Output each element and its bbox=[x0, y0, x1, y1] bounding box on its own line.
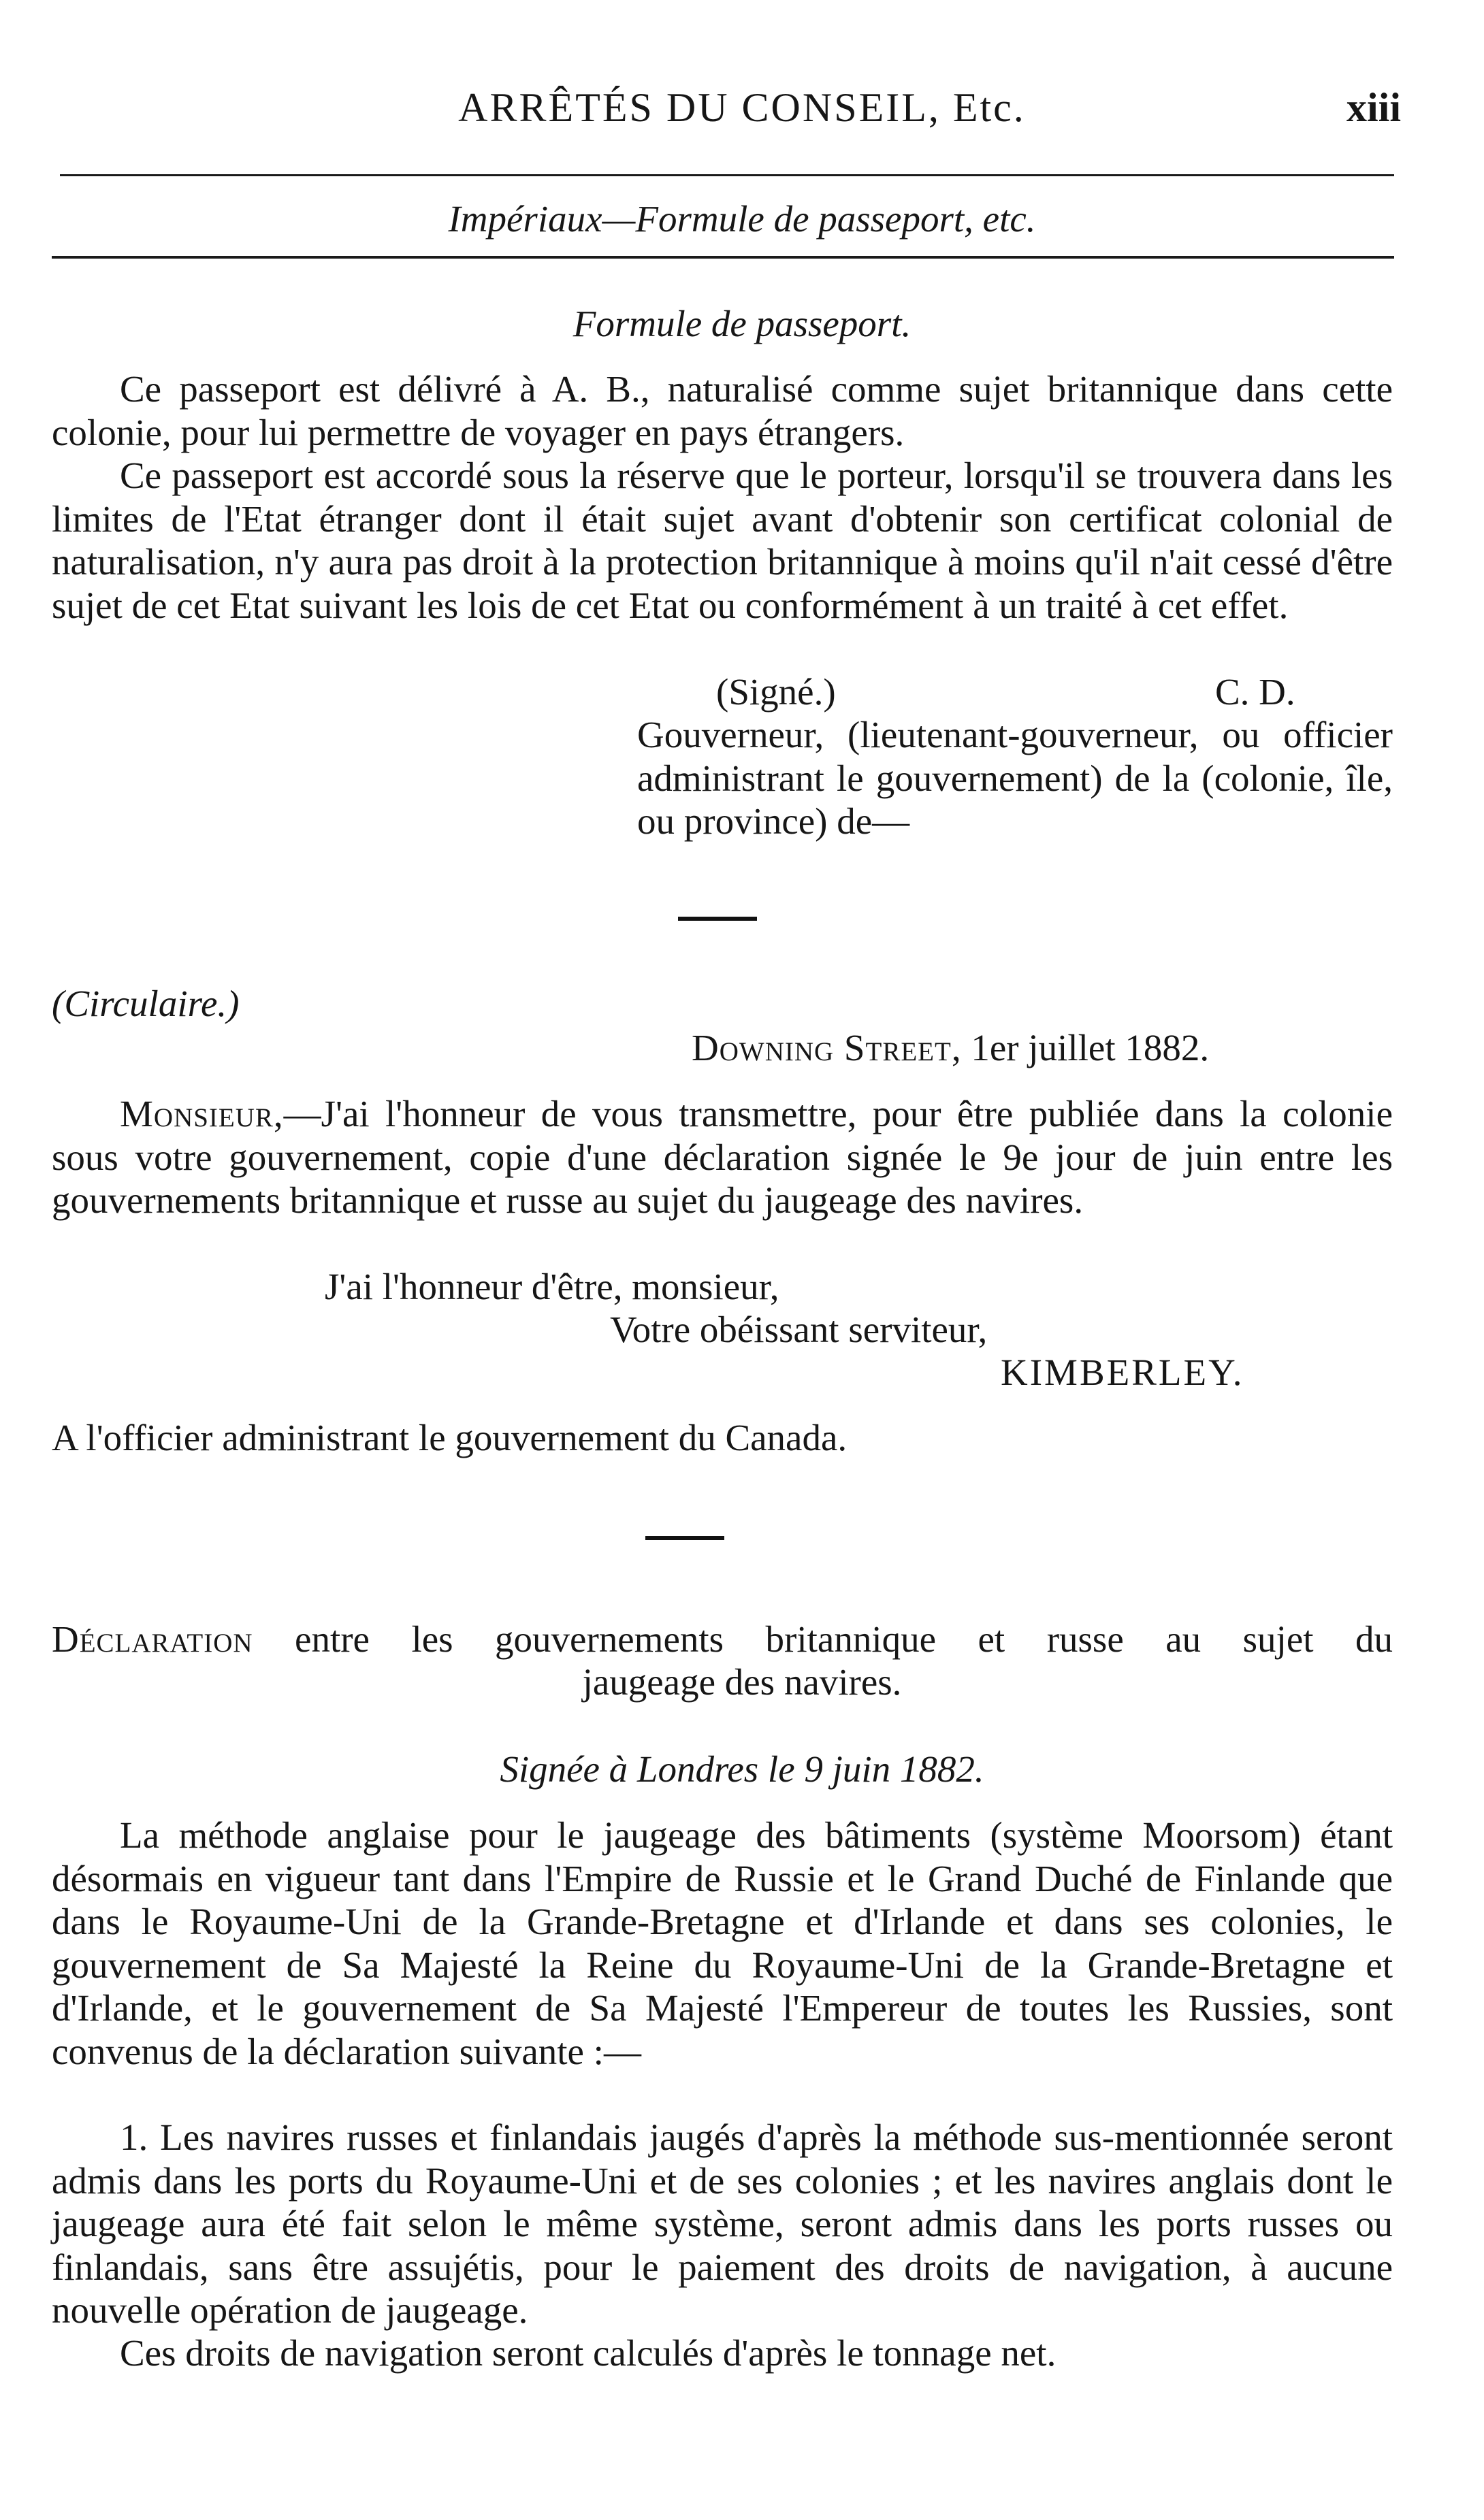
declaration-signed-line: Signée à Londres le 9 juin 1882. bbox=[500, 1748, 984, 1790]
running-header-title: ARRÊTÉS DU CONSEIL, Etc. bbox=[458, 85, 1026, 130]
circular-closing-2: Votre obéissant serviteur, bbox=[610, 1309, 988, 1350]
declaration-title-line-1 bbox=[52, 1618, 1393, 1660]
signatory-title: Gouverneur, (lieutenant-gouverneur, ou officier administrant le gouvernement) de la (colonie, île, ou province) de— bbox=[637, 714, 1393, 842]
declaration-paragraph-1-text: La méthode anglaise pour le jaugeage des bâtiments (système Moorsom) étant désormais en vigueur tant dans l'Empire de Russie et le Grand Duché de Finlande que dans le Royaume-Uni de la Grande-Bretagne et d'Irlande et dans ses colonies, le gouvernement de Sa Majesté la Reine du Royaume-Uni de la Grande-Bretagne et d'Irlande, et le gouvernement de Sa Majesté l'Empereur de toutes les Russies, sont convenus de la déclaration suivante :— bbox=[52, 1814, 1393, 2072]
passport-title: Formule de passeport. bbox=[572, 303, 912, 344]
declaration-paragraph-2 bbox=[52, 2116, 1393, 2332]
passport-paragraph-2 bbox=[52, 454, 1393, 627]
circular-label: (Circulaire.) bbox=[52, 983, 240, 1024]
declaration-paragraph-3-text: Ces droits de navigation seront calculés d'après le tonnage net. bbox=[120, 2332, 1056, 2374]
circular-closing-1: J'ai l'honneur d'être, monsieur, bbox=[325, 1266, 779, 1307]
signed-initials: C. D. bbox=[1215, 671, 1295, 713]
declaration-title-lead: Déclaration bbox=[52, 1618, 253, 1660]
section-divider-1 bbox=[678, 917, 757, 921]
circular-body bbox=[52, 1092, 1393, 1222]
page-number: xiii bbox=[1346, 85, 1401, 130]
signed-label: (Signé.) bbox=[716, 671, 836, 713]
passport-paragraph-1 bbox=[52, 367, 1393, 454]
declaration-paragraph-3 bbox=[52, 2331, 1393, 2375]
passport-paragraph-1-text: Ce passeport est délivré à A. B., naturalisé comme sujet britannique dans cette colonie, pour lui permettre de voyager en pays étrangers. bbox=[52, 368, 1393, 453]
section-divider-2 bbox=[645, 1536, 724, 1540]
circular-dateline bbox=[692, 1026, 1209, 1069]
declaration-paragraph-2-text: 1. Les navires russes et finlandais jaugés d'après la méthode sus-mentionnée seront admis dans les ports du Royaume-Uni et de ses colonies ; et les navires anglais dont le jaugeage aura été fait selon le même système, seront admis dans les ports russes ou finlandais, sans être assujétis, pour le paiement des droits de navigation, à aucune nouvelle opération de jaugeage. bbox=[52, 2116, 1393, 2331]
circular-place: Downing Street, bbox=[692, 1027, 962, 1068]
circular-salutation: Monsieur, bbox=[120, 1093, 284, 1134]
header-rule-bottom bbox=[52, 256, 1394, 259]
declaration-title-rest: entre les gouvernements britannique et russe au sujet du bbox=[295, 1618, 1393, 1660]
declaration-paragraph-1 bbox=[52, 1814, 1393, 2073]
passport-paragraph-2-text: Ce passeport est accordé sous la réserve que le porteur, lorsqu'il se trouvera dans les limites de l'Etat étranger dont il était sujet avant d'obtenir son certificat colonial de naturalisation, n'y aura pas droit à la protection britannique à moins qu'il n'ait cessé d'être sujet de cet Etat suivant les lois de cet Etat ou conformément à un traité à cet effet. bbox=[52, 455, 1393, 626]
circular-body-text: —J'ai l'honneur de vous transmettre, pour être publiée dans la colonie sous votre gouvernement, copie d'une déclaration signée le 9e jour de juin entre les gouvernements britannique et russe au sujet du jaugeage des navires. bbox=[52, 1093, 1393, 1221]
circular-date: 1er juillet 1882. bbox=[971, 1027, 1210, 1068]
circular-signature: KIMBERLEY. bbox=[1001, 1352, 1244, 1393]
header-rule-top bbox=[60, 174, 1394, 176]
section-subheader: Impériaux—Formule de passeport, etc. bbox=[448, 198, 1036, 240]
circular-addressee: A l'officier administrant le gouvernement du Canada. bbox=[52, 1417, 848, 1458]
declaration-title-line-2: jaugeage des navires. bbox=[582, 1661, 902, 1703]
